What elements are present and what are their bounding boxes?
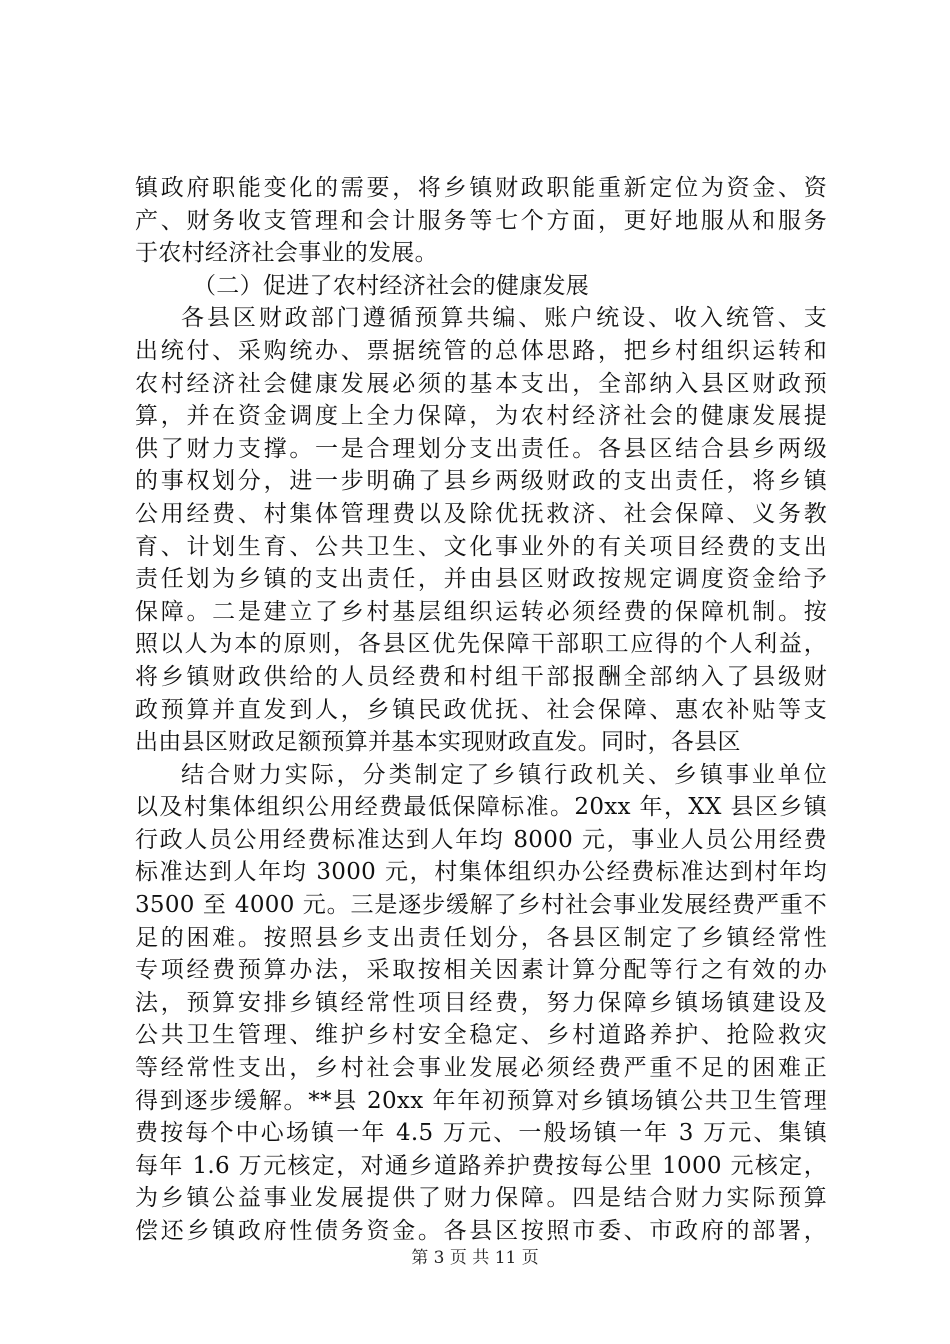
text-line: 照以人为本的原则，各县区优先保障干部职工应得的个人利益， — [135, 631, 827, 658]
text-line: 供了财力支撑。一是合理划分支出责任。各县区结合县乡两级 — [135, 435, 827, 462]
text-line: 专项经费预算办法，采取按相关因素计算分配等行之有效的办 — [135, 957, 827, 984]
section-heading: （二）促进了农村经济社会的健康发展 — [193, 272, 590, 299]
text-line: 公共卫生管理、维护乡村安全稳定、乡村道路养护、抢险救灾 — [135, 1022, 827, 1049]
document-body — [135, 172, 827, 1248]
text-line: 产、财务收支管理和会计服务等七个方面，更好地服从和服务 — [135, 207, 827, 234]
text-line: 3500 至 4000 元。三是逐步缓解了乡村社会事业发展经费严重不 — [135, 892, 827, 919]
text-line: 法，预算安排乡镇经常性项目经费，努力保障乡镇场镇建设及 — [135, 989, 827, 1016]
text-line: 标准达到人年均 3000 元，村集体组织办公经费标准达到村年均 — [135, 859, 827, 886]
text-line: 结合财力实际，分类制定了乡镇行政机关、乡镇事业单位 — [181, 761, 827, 788]
text-line: 政预算并直发到人，乡镇民政优抚、社会保障、惠农补贴等支 — [135, 696, 827, 723]
text-line: 偿还乡镇政府性债务资金。各县区按照市委、市政府的部署， — [135, 1218, 827, 1244]
text-line: 公用经费、村集体管理费以及除优抚救济、社会保障、义务教 — [135, 500, 827, 527]
text-line: 农村经济社会健康发展必须的基本支出，全部纳入县区财政预 — [135, 370, 827, 397]
text-line: 镇政府职能变化的需要，将乡镇财政职能重新定位为资金、资 — [135, 175, 827, 201]
text-line: 足的困难。按照县乡支出责任划分，各县区制定了乡镇经常性 — [135, 924, 827, 951]
text-line: 将乡镇财政供给的人员经费和村组干部报酬全部纳入了县级财 — [135, 663, 827, 690]
text-line: 的事权划分，进一步明确了县乡两级财政的支出责任，将乡镇 — [135, 468, 827, 495]
page-footer: 第 3 页 共 11 页 — [411, 1248, 539, 1268]
text-line: 每年 1.6 万元核定，对通乡道路养护费按每公里 1000 元核定， — [135, 1152, 827, 1179]
text-line: 算，并在资金调度上全力保障，为农村经济社会的健康发展提 — [135, 403, 827, 430]
text-line: 出统付、采购统办、票据统管的总体思路，把乡村组织运转和 — [135, 337, 827, 364]
text-line: 行政人员公用经费标准达到人年均 8000 元，事业人员公用经费 — [135, 826, 827, 853]
text-line: 出由县区财政足额预算并基本实现财政直发。同时，各县区 — [135, 729, 741, 756]
text-line: 责任划为乡镇的支出责任，并由县区财政按规定调度资金给予 — [135, 566, 827, 593]
text-line: 各县区财政部门遵循预算共编、账户统设、收入统管、支 — [181, 305, 827, 332]
text-line: 得到逐步缓解。**县 20xx 年年初预算对乡镇场镇公共卫生管理 — [135, 1087, 827, 1114]
text-line: 费按每个中心场镇一年 4.5 万元、一般场镇一年 3 万元、集镇 — [135, 1120, 827, 1147]
text-line: 为乡镇公益事业发展提供了财力保障。四是结合财力实际预算 — [135, 1185, 827, 1212]
text-line: 等经常性支出，乡村社会事业发展必须经费严重不足的困难正 — [135, 1055, 827, 1082]
text-line: 于农村经济社会事业的发展。 — [135, 240, 438, 267]
text-line: 育、计划生育、公共卫生、文化事业外的有关项目经费的支出 — [135, 533, 827, 560]
text-line: 保障。二是建立了乡村基层组织运转必须经费的保障机制。按 — [135, 598, 827, 625]
text-line: 以及村集体组织公用经费最低保障标准。20xx 年，XX 县区乡镇 — [135, 794, 827, 821]
